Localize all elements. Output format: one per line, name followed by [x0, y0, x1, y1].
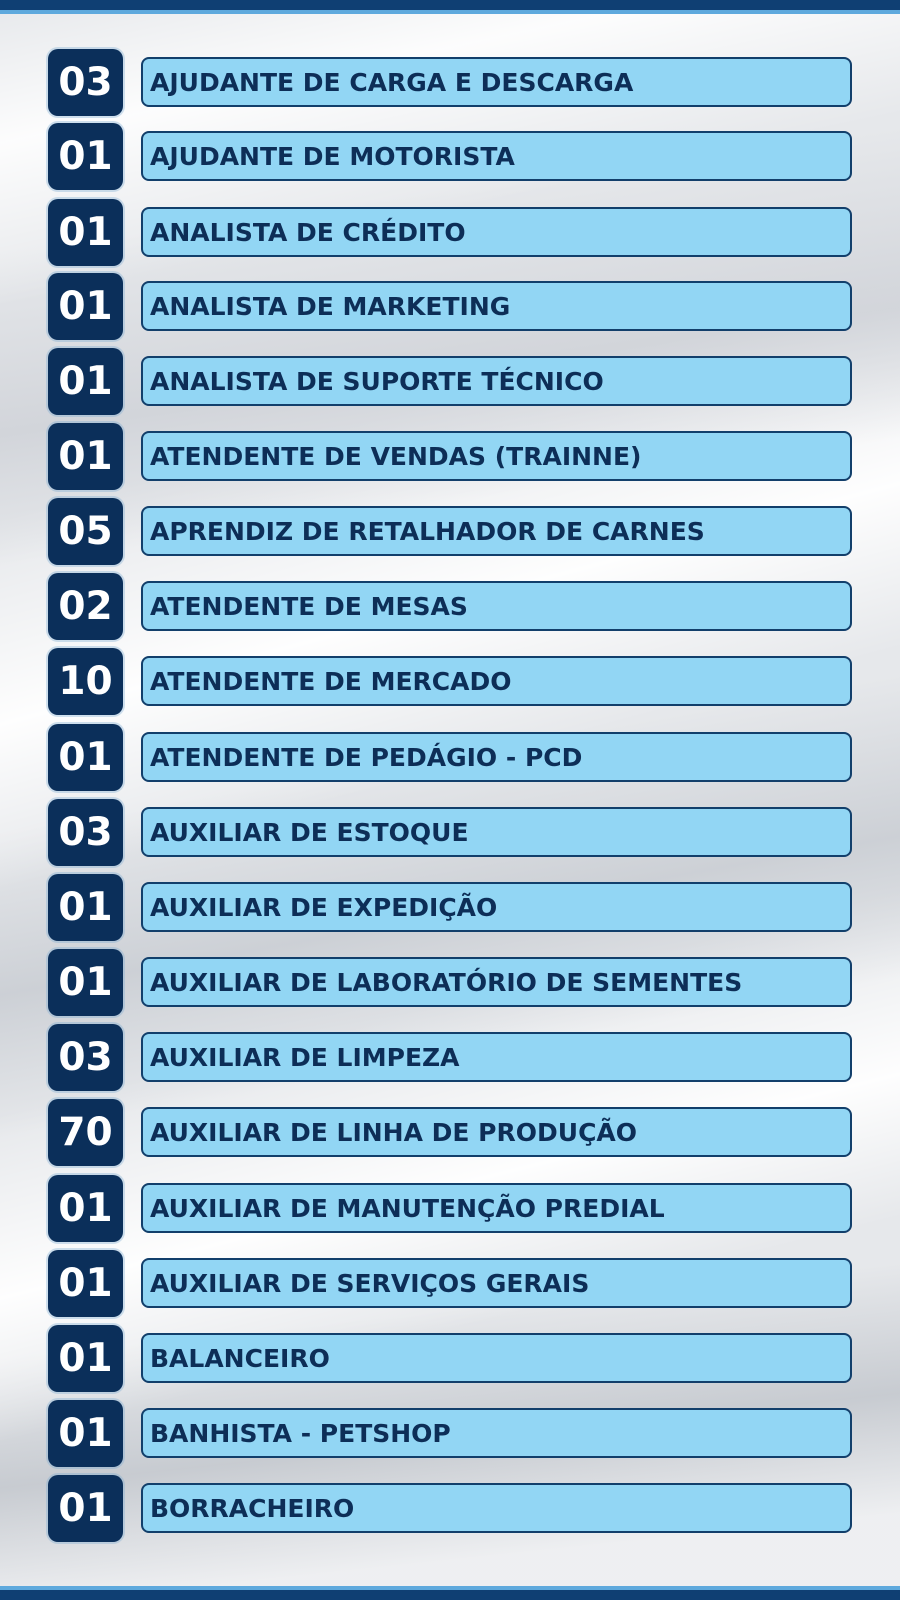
job-count: 02 [48, 573, 123, 640]
job-title: AUXILIAR DE MANUTENÇÃO PREDIAL [150, 1193, 665, 1223]
job-title: BANHISTA - PETSHOP [150, 1418, 451, 1448]
job-count: 01 [48, 273, 123, 340]
job-count: 03 [48, 49, 123, 116]
job-row [0, 572, 900, 642]
job-row [0, 422, 900, 492]
job-title: APRENDIZ DE RETALHADOR DE CARNES [150, 516, 705, 546]
job-title-box [141, 581, 852, 631]
job-title-box [141, 1107, 852, 1157]
job-title: BORRACHEIRO [150, 1493, 355, 1523]
job-title: AUXILIAR DE LIMPEZA [150, 1042, 460, 1072]
job-row [0, 1023, 900, 1093]
job-row [0, 198, 900, 268]
job-row [0, 1324, 900, 1394]
job-title: BALANCEIRO [150, 1343, 330, 1373]
job-count: 01 [48, 423, 123, 490]
job-count: 10 [48, 648, 123, 715]
job-title-box [141, 1483, 852, 1533]
job-row [0, 1474, 900, 1544]
job-count: 01 [48, 874, 123, 941]
job-count: 01 [48, 724, 123, 791]
job-row [0, 873, 900, 943]
job-row [0, 948, 900, 1018]
job-title-box [141, 732, 852, 782]
job-row [0, 347, 900, 417]
job-count: 03 [48, 1024, 123, 1091]
job-title-box [141, 1258, 852, 1308]
job-title: AUXILIAR DE LINHA DE PRODUÇÃO [150, 1117, 638, 1147]
top-frame-bar [0, 0, 900, 14]
job-count: 01 [48, 123, 123, 190]
job-title: AJUDANTE DE MOTORISTA [150, 141, 515, 171]
job-title-box [141, 807, 852, 857]
job-row [0, 798, 900, 868]
job-title-box [141, 882, 852, 932]
job-title-box [141, 131, 852, 181]
job-title: ANALISTA DE CRÉDITO [150, 217, 466, 247]
job-title: ATENDENTE DE MERCADO [150, 666, 512, 696]
job-count: 01 [48, 1175, 123, 1242]
job-title-box [141, 281, 852, 331]
job-title: AUXILIAR DE EXPEDIÇÃO [150, 892, 498, 922]
job-row [0, 1098, 900, 1168]
job-row [0, 497, 900, 567]
job-count: 01 [48, 949, 123, 1016]
job-title: ANALISTA DE SUPORTE TÉCNICO [150, 366, 604, 396]
job-row [0, 48, 900, 118]
job-title-box [141, 506, 852, 556]
job-count: 70 [48, 1099, 123, 1166]
job-count: 01 [48, 199, 123, 266]
job-count: 01 [48, 1325, 123, 1392]
job-row [0, 1249, 900, 1319]
job-title: AJUDANTE DE CARGA E DESCARGA [150, 67, 634, 97]
job-count: 01 [48, 348, 123, 415]
bottom-frame-bar [0, 1586, 900, 1600]
job-title-box [141, 1032, 852, 1082]
job-title: AUXILIAR DE SERVIÇOS GERAIS [150, 1268, 590, 1298]
job-title-box [141, 431, 852, 481]
job-row [0, 647, 900, 717]
job-title: AUXILIAR DE ESTOQUE [150, 817, 469, 847]
job-title: ATENDENTE DE VENDAS (TRAINNE) [150, 441, 642, 471]
job-row [0, 723, 900, 793]
job-row [0, 272, 900, 342]
job-title: ANALISTA DE MARKETING [150, 291, 511, 321]
job-title: ATENDENTE DE MESAS [150, 591, 468, 621]
job-title-box [141, 356, 852, 406]
job-title-box [141, 1333, 852, 1383]
job-title: ATENDENTE DE PEDÁGIO - PCD [150, 742, 583, 772]
job-title: AUXILIAR DE LABORATÓRIO DE SEMENTES [150, 967, 743, 997]
job-title-box [141, 207, 852, 257]
job-row [0, 1174, 900, 1244]
job-title-box [141, 957, 852, 1007]
job-row [0, 1399, 900, 1469]
job-count: 03 [48, 799, 123, 866]
job-title-box [141, 656, 852, 706]
job-title-box [141, 57, 852, 107]
job-title-box [141, 1408, 852, 1458]
job-row [0, 122, 900, 192]
job-count: 01 [48, 1250, 123, 1317]
job-title-box [141, 1183, 852, 1233]
job-count: 01 [48, 1475, 123, 1542]
job-count: 01 [48, 1400, 123, 1467]
job-count: 05 [48, 498, 123, 565]
